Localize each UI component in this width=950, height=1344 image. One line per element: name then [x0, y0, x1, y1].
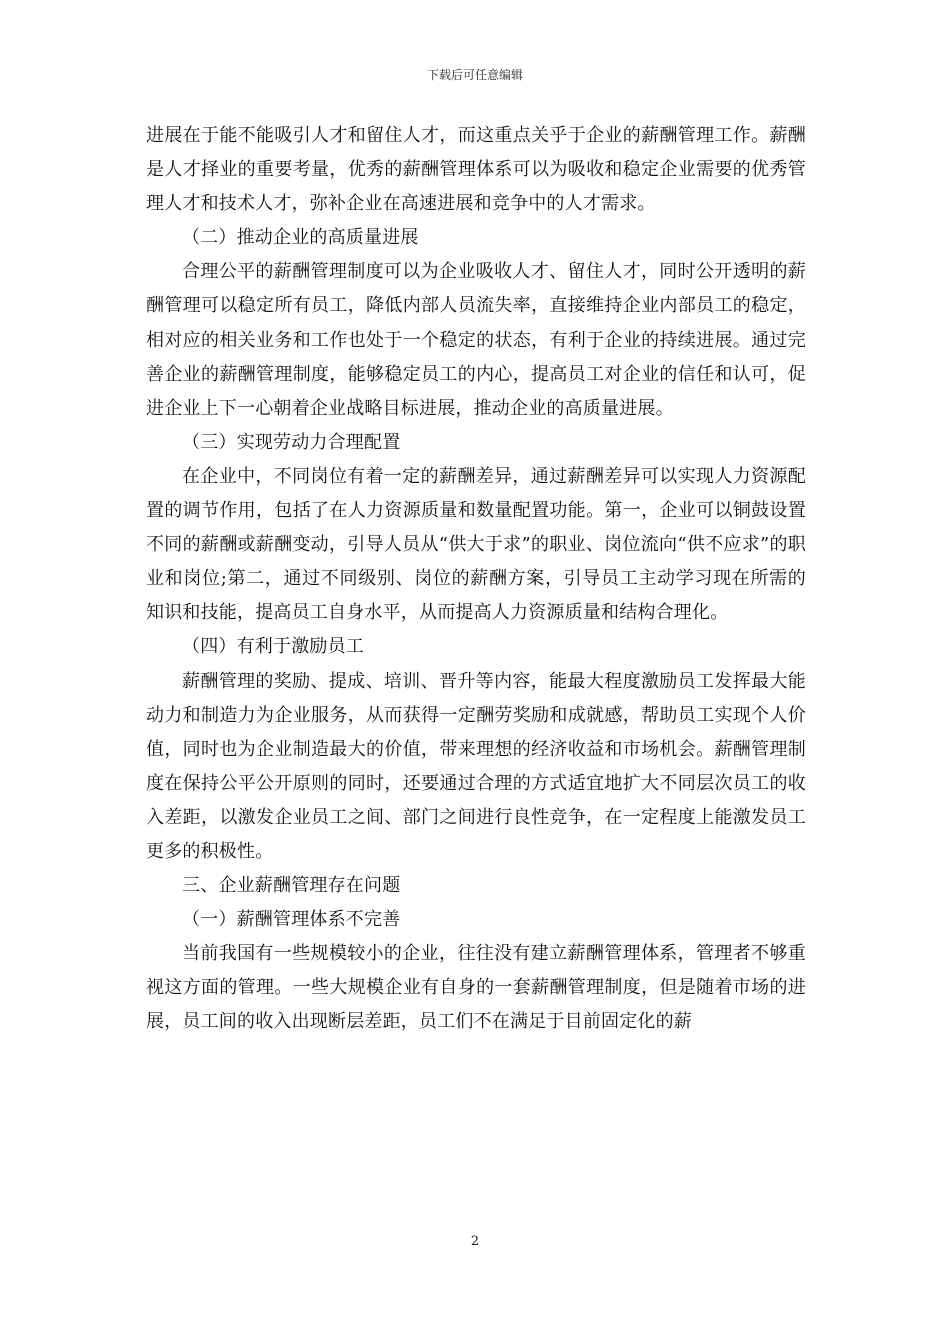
section-heading-4: （四）有利于激励员工 [182, 636, 364, 658]
section-heading-3: （三）实现劳动力合理配置 [182, 431, 401, 453]
document-body [146, 119, 806, 1040]
section-heading-2: （二）推动企业的高质量进展 [182, 227, 419, 249]
paragraph-1: 进展在于能不能吸引人才和留住人才，而这重点关乎于企业的薪酬管理工作。薪酬是人才择业的重要考量，优秀的薪酬管理体系可以为吸收和稳定企业需要的优秀管理人才和技术人才，弥补企业在高速进展和竞争中的人才需求。 [146, 125, 806, 215]
page-header: 下载后可任意编辑 [426, 68, 523, 82]
paragraph-4: 薪酬管理的奖励、提成、培训、晋升等内容，能最大程度激励员工发挥最大能动力和制造力为企业服务，从而获得一定酬劳奖励和成就感，帮助员工实现个人价值，同时也为企业制造最大的价值，带来理想的经济收益和市场机会。薪酬管理制度在保持公平公开原则的同时，还要通过合理的方式适宜地扩大不同层次员工的收入差距，以激发企业员工之间、部门之间进行良性竞争，在一定程度上能激发员工更多的积极性。 [146, 670, 806, 862]
paragraph-5: 当前我国有一些规模较小的企业，往往没有建立薪酬管理体系，管理者不够重视这方面的管理。一些大规模企业有自身的一套薪酬管理制度，但是随着市场的进展，员工间的收入出现断层差距，员工们不在满足于目前固定化的薪 [146, 943, 806, 1033]
section-heading-1: （一）薪酬管理体系不完善 [182, 909, 401, 931]
paragraph-3: 在企业中，不同岗位有着一定的薪酬差异，通过薪酬差异可以实现人力资源配置的调节作用，包括了在人力资源质量和数量配置功能。第一，企业可以铜鼓设置不同的薪酬或薪酬变动，引导人员从“供大于求”的职业、岗位流向“供不应求”的职业和岗位;第二，通过不同级别、岗位的薪酬方案，引导员工主动学习现在所需的知识和技能，提高员工自身水平，从而提高人力资源质量和结构合理化。 [146, 465, 806, 624]
page-number: 2 [470, 1234, 480, 1249]
chapter-heading-3: 三、企业薪酬管理存在问题 [182, 875, 401, 897]
paragraph-2: 合理公平的薪酬管理制度可以为企业吸收人才、留住人才，同时公开透明的薪酬管理可以稳定所有员工，降低内部人员流失率，直接维持企业内部员工的稳定，相对应的相关业务和工作也处于一个稳定的状态，有利于企业的持续进展。通过完善企业的薪酬管理制度，能够稳定员工的内心，提高员工对企业的信任和认可，促进企业上下一心朝着企业战略目标进展，推动企业的高质量进展。 [146, 261, 806, 419]
